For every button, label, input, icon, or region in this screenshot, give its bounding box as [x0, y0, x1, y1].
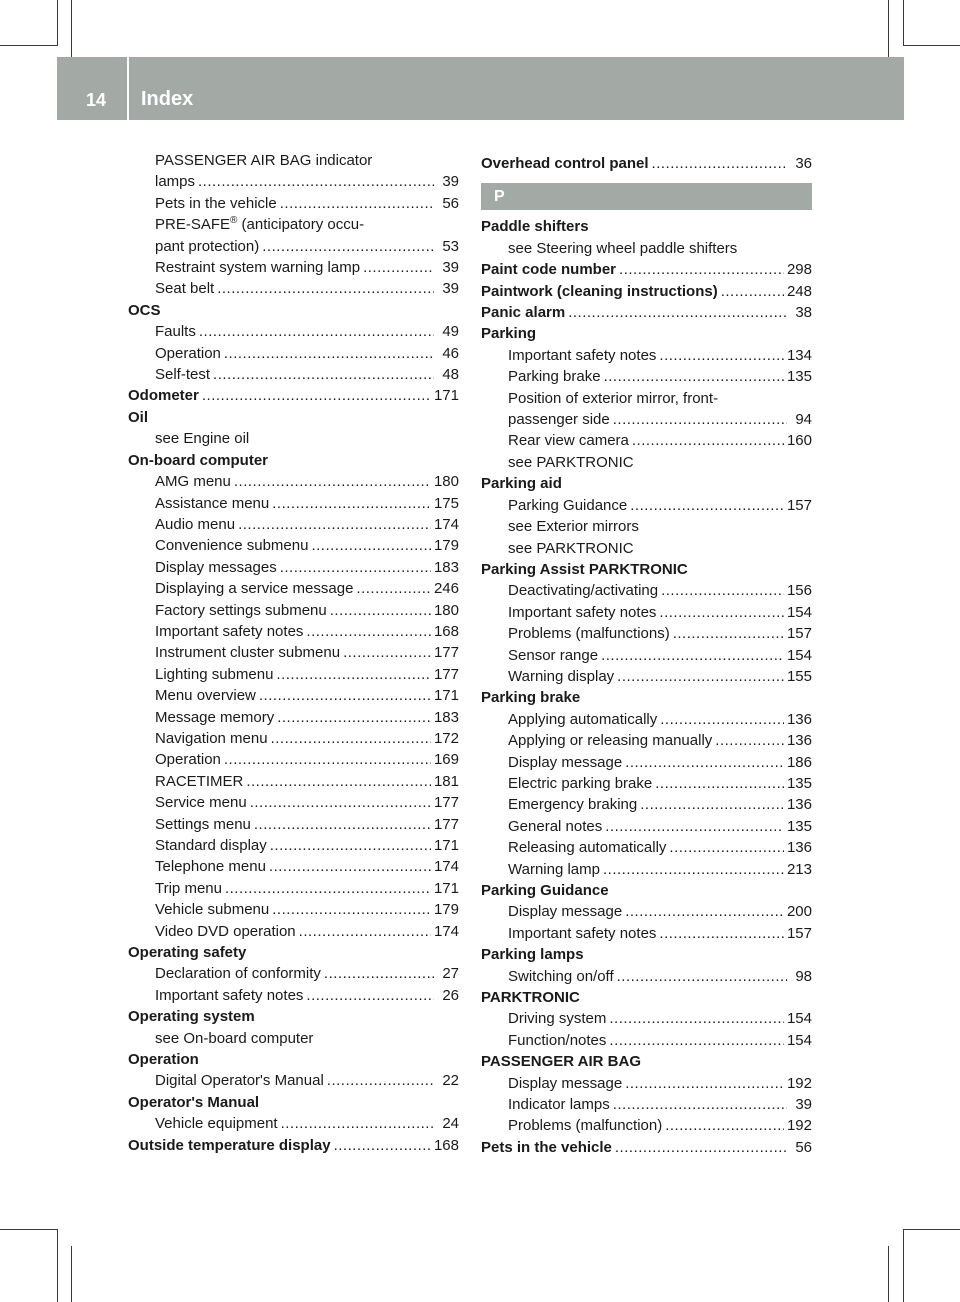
- index-entry[interactable]: Function/notes ..... 154: [481, 1030, 812, 1051]
- index-entry[interactable]: Seat belt ..... 39: [128, 278, 459, 299]
- index-entry[interactable]: Important safety notes ..... 154: [481, 602, 812, 623]
- index-heading: Parking brake: [481, 689, 581, 707]
- index-entry[interactable]: Panic alarm ..... 38: [481, 302, 812, 323]
- index-entry[interactable]: General notes ..... 135: [481, 816, 812, 837]
- index-entry[interactable]: Vehicle submenu ..... 179: [128, 899, 459, 920]
- index-heading: PARKTRONIC: [481, 989, 580, 1007]
- index-entry[interactable]: Important safety notes ..... 168: [128, 621, 459, 642]
- index-see-also[interactable]: see Engine oil: [155, 430, 250, 448]
- page-title: Index: [141, 88, 194, 110]
- index-column-right: [481, 153, 812, 1158]
- index-entry[interactable]: Settings menu ..... 177: [128, 814, 459, 835]
- index-entry[interactable]: Declaration of conformity ..... 27: [128, 963, 459, 984]
- index-heading: Parking: [481, 325, 537, 343]
- index-entry[interactable]: Outside temperature display ..... 168: [128, 1135, 459, 1156]
- index-entry[interactable]: Assistance menu ..... 175: [128, 493, 459, 514]
- index-entry[interactable]: Audio menu ..... 174: [128, 514, 459, 535]
- index-entry[interactable]: Convenience submenu ..... 179: [128, 535, 459, 556]
- index-entry[interactable]: Sensor range ..... 154: [481, 645, 812, 666]
- index-see-also[interactable]: see Exterior mirrors: [508, 518, 639, 536]
- index-see-also[interactable]: see On-board computer: [155, 1029, 314, 1047]
- index-entry[interactable]: Faults ..... 49: [128, 321, 459, 342]
- crop-mark: [903, 1229, 960, 1230]
- index-heading: On-board computer: [128, 451, 269, 469]
- index-entry[interactable]: Problems (malfunctions) ..... 157: [481, 623, 812, 644]
- index-entry[interactable]: Warning lamp ..... 213: [481, 859, 812, 880]
- index-entry[interactable]: pant protection) ..... 53: [128, 236, 459, 257]
- index-entry[interactable]: Standard display ..... 171: [128, 835, 459, 856]
- index-heading: Parking aid: [481, 475, 562, 493]
- index-entry[interactable]: Important safety notes ..... 157: [481, 923, 812, 944]
- index-entry[interactable]: Problems (malfunction) ..... 192: [481, 1115, 812, 1136]
- index-entry[interactable]: Important safety notes ..... 134: [481, 345, 812, 366]
- index-heading: PASSENGER AIR BAG: [481, 1053, 642, 1071]
- index-entry[interactable]: Displaying a service message ..... 246: [128, 578, 459, 599]
- index-entry[interactable]: Important safety notes ..... 26: [128, 985, 459, 1006]
- index-entry[interactable]: Releasing automatically ..... 136: [481, 837, 812, 858]
- index-entry[interactable]: Paintwork (cleaning instructions) ..... 248: [481, 281, 812, 302]
- crop-mark: [0, 1229, 58, 1230]
- index-heading: Parking lamps: [481, 946, 584, 964]
- crop-mark: [888, 0, 889, 60]
- crop-mark: [0, 45, 58, 46]
- index-entry[interactable]: Operation ..... 169: [128, 749, 459, 770]
- crop-mark: [71, 0, 72, 60]
- index-entry[interactable]: Parking Guidance ..... 157: [481, 495, 812, 516]
- index-entry[interactable]: Rear view camera ..... 160: [481, 430, 812, 451]
- index-heading: Operation: [128, 1051, 199, 1069]
- index-entry[interactable]: Menu overview ..... 171: [128, 685, 459, 706]
- index-entry[interactable]: Overhead control panel ..... 36: [481, 153, 812, 174]
- index-entry[interactable]: Display message ..... 192: [481, 1073, 812, 1094]
- index-entry[interactable]: Navigation menu ..... 172: [128, 728, 459, 749]
- crop-mark: [71, 1246, 72, 1302]
- index-entry[interactable]: Lighting submenu ..... 177: [128, 664, 459, 685]
- index-heading: OCS: [128, 301, 161, 319]
- index-entry[interactable]: Telephone menu ..... 174: [128, 856, 459, 877]
- index-column-left: [128, 150, 459, 1156]
- index-entry: PRE-SAFE® (anticipatory occu-: [155, 215, 365, 234]
- index-entry[interactable]: AMG menu ..... 180: [128, 471, 459, 492]
- index-entry[interactable]: Service menu ..... 177: [128, 792, 459, 813]
- index-entry[interactable]: Pets in the vehicle ..... 56: [128, 193, 459, 214]
- index-entry[interactable]: Display message ..... 200: [481, 901, 812, 922]
- index-entry[interactable]: Operation ..... 46: [128, 343, 459, 364]
- index-entry[interactable]: Odometer ..... 171: [128, 385, 459, 406]
- index-entry[interactable]: Indicator lamps ..... 39: [481, 1094, 812, 1115]
- index-entry[interactable]: Factory settings submenu ..... 180: [128, 600, 459, 621]
- index-entry[interactable]: Parking brake ..... 135: [481, 366, 812, 387]
- crop-mark: [903, 45, 960, 46]
- index-entry[interactable]: Applying automatically ..... 136: [481, 709, 812, 730]
- index-heading: Parking Assist PARKTRONIC: [481, 560, 688, 578]
- index-entry[interactable]: Restraint system warning lamp ..... 39: [128, 257, 459, 278]
- index-entry[interactable]: Self-test ..... 48: [128, 364, 459, 385]
- index-entry[interactable]: Switching on/off ..... 98: [481, 966, 812, 987]
- index-entry[interactable]: Driving system ..... 154: [481, 1008, 812, 1029]
- index-entry[interactable]: Video DVD operation ..... 174: [128, 921, 459, 942]
- index-see-also[interactable]: see Steering wheel paddle shifters: [508, 239, 738, 257]
- index-entry[interactable]: Vehicle equipment ..... 24: [128, 1113, 459, 1134]
- index-see-also[interactable]: see PARKTRONIC: [508, 453, 634, 471]
- index-entry[interactable]: Electric parking brake ..... 135: [481, 773, 812, 794]
- index-entry[interactable]: Message memory ..... 183: [128, 707, 459, 728]
- index-entry[interactable]: Deactivating/activating ..... 156: [481, 580, 812, 601]
- index-entry: Position of exterior mirror, front-: [508, 389, 719, 407]
- index-heading: Operator's Manual: [128, 1093, 260, 1111]
- crop-mark: [57, 0, 58, 46]
- index-entry[interactable]: Display message ..... 186: [481, 752, 812, 773]
- index-entry[interactable]: Pets in the vehicle ..... 56: [481, 1137, 812, 1158]
- index-letter-heading: P: [481, 183, 812, 210]
- index-entry[interactable]: RACETIMER ..... 181: [128, 771, 459, 792]
- index-entry[interactable]: Emergency braking ..... 136: [481, 794, 812, 815]
- crop-mark: [903, 1229, 904, 1302]
- index-entry[interactable]: Instrument cluster submenu ..... 177: [128, 642, 459, 663]
- crop-mark: [888, 1246, 889, 1302]
- header-divider: [127, 57, 129, 120]
- crop-mark: [903, 0, 904, 46]
- index-entry[interactable]: Warning display ..... 155: [481, 666, 812, 687]
- index-see-also[interactable]: see PARKTRONIC: [508, 539, 634, 557]
- index-heading: Paddle shifters: [481, 218, 589, 236]
- index-heading: Parking Guidance: [481, 882, 609, 899]
- index-heading: Operating system: [128, 1008, 255, 1026]
- page-number: 14: [86, 90, 107, 110]
- index-entry[interactable]: Applying or releasing manually ..... 136: [481, 730, 812, 751]
- index-entry[interactable]: Digital Operator's Manual ..... 22: [128, 1070, 459, 1091]
- index-entry[interactable]: Trip menu ..... 171: [128, 878, 459, 899]
- index-entry[interactable]: Display messages ..... 183: [128, 557, 459, 578]
- index-heading: Operating safety: [128, 944, 247, 962]
- index-entry[interactable]: lamps ..... 39: [128, 171, 459, 192]
- index-heading: Oil: [128, 408, 149, 426]
- index-entry[interactable]: passenger side ..... 94: [481, 409, 812, 430]
- crop-mark: [57, 1229, 58, 1302]
- index-entry: PASSENGER AIR BAG indicator: [155, 152, 373, 169]
- index-entry[interactable]: Paint code number ..... 298: [481, 259, 812, 280]
